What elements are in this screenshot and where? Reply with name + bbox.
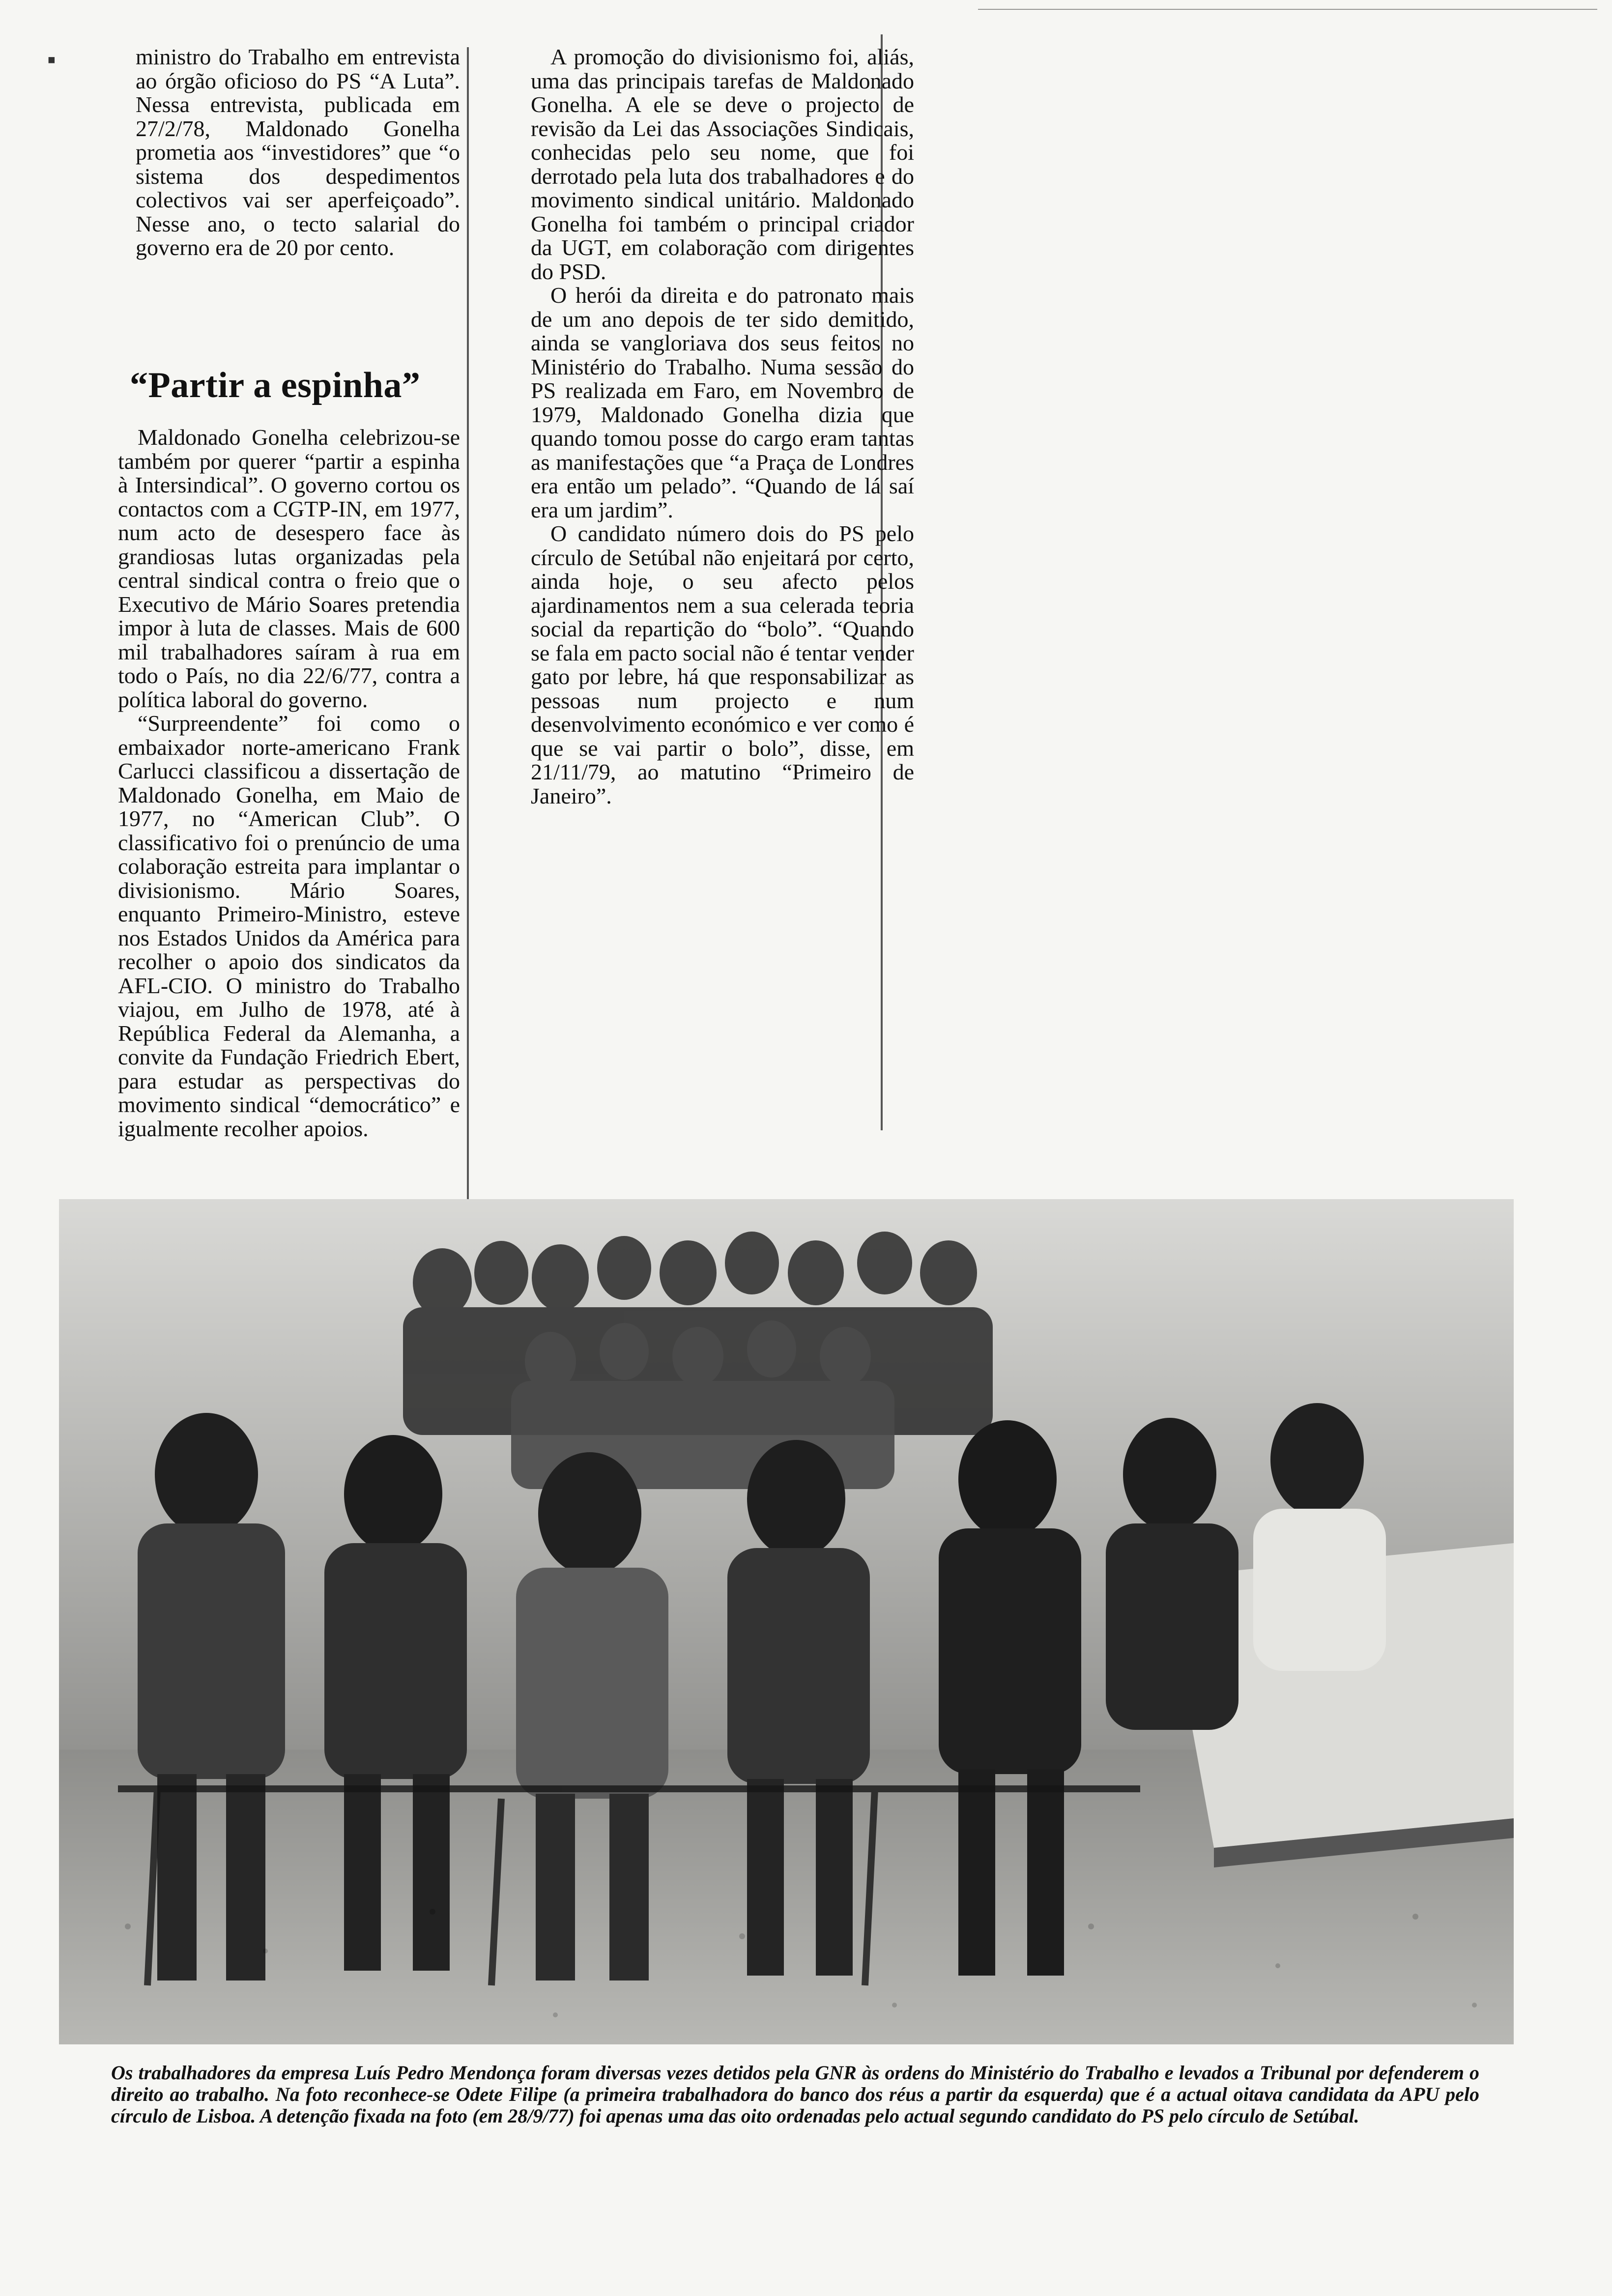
paragraph: O herói da direita e do patronato mais de um ano depois de ter sido demitido, ainda se vangloriava dos seus feitos no Ministério do Trabalho. Numa sessão do PS realizada em Faro, em Novembro de 1979, Maldonado Gonelha dizia que quando tomou posse do cargo eram tantas as manifestações que “a Praça de Londres era então um pelado”. “Quando de lá saí era um jardim”. xyxy=(531,283,914,522)
photo-illustration xyxy=(59,1199,1514,2044)
top-scan-edge xyxy=(978,9,1597,10)
corner-mark: ▪ xyxy=(47,46,56,73)
column-1-bottom xyxy=(118,426,460,1141)
paragraph: O candidato número dois do PS pelo círculo de Setúbal não enjeitará por certo, ainda hoje, o seu afecto pelos ajardinamentos nem a sua celerada teoria social da repartição do “bolo”. “Quando se fala em pacto social não é tentar vender gato por lebre, há que responsabilizar as pessoas num projecto e num desenvolvimento económico e ver como é que se vai partir o bolo”, disse, em 21/11/79, ao matutino “Primeiro de Janeiro”. xyxy=(531,521,914,808)
news-photo xyxy=(59,1199,1514,2044)
column-rule-left xyxy=(467,47,469,1394)
paragraph: “Surpreendente” foi como o embaixador norte-americano Frank Carlucci classificou a dissertação de Maldonado Gonelha, em Maio de 1977, no “American Club”. O classificativo foi o prenúncio de uma colaboração estreita para implantar o divisionismo. Mário Soares, enquanto Primeiro-Ministro, esteve nos Estados Unidos da América para recolher o apoio dos sindicatos da AFL-CIO. O ministro do Trabalho viajou, em Julho de 1978, até à República Federal da Alemanha, a convite da Fundação Friedrich Ebert, para estudar as perspectivas do movimento sindical “democrático” e igualmente recolher apoios. xyxy=(118,711,460,1141)
paragraph: ministro do Trabalho em entrevista ao órgão oficioso do PS “A Luta”. Nessa entrevista, publicada em 27/2/78, Maldonado Gonelha prometia aos “investidores” que “o sistema dos despedimentos colectivos vai ser aperfeiçoado”. Nesse ano, o tecto salarial do governo era de 20 por cento. xyxy=(136,44,460,260)
column-1-top xyxy=(136,45,460,260)
paragraph: Maldonado Gonelha celebrizou-se também por querer “partir a espinha à Intersindical”. O governo cortou os contactos com a CGTP-IN, em 1977, num acto de desespero face às grandiosas lutas organizadas pela central sindical contra o freio que o Executivo de Mário Soares pretendia impor à luta de classes. Mais de 600 mil trabalhadores saíram à rua em todo o País, no dia 22/6/77, contra a política laboral do governo. xyxy=(118,425,460,712)
column-2 xyxy=(531,45,914,808)
paragraph: A promoção do divisionismo foi, aliás, uma das principais tarefas de Maldonado Gonelha. A ele se deve o projecto de revisão da Lei das Associações Sindicais, conhecidas pelo seu nome, que foi derrotado pela luta dos trabalhadores e do movimento sindical unitário. Maldonado Gonelha foi também o principal criador da UGT, em colaboração com dirigentes do PSD. xyxy=(531,44,914,284)
section-heading: “Partir a espinha” xyxy=(130,365,421,405)
photo-caption: Os trabalhadores da empresa Luís Pedro Mendonça foram diversas vezes detidos pela GNR às ordens do Ministério do Trabalho e levados a Tribunal por defenderem o direito ao trabalho. Na foto reconhece-se Odete Filipe (a primeira trabalhadora do banco dos réus a partir da esquerda) que é a actual oitava candidata da APU pelo círculo de Lisboa. A detenção fixada na foto (em 28/9/77) foi apenas uma das oito ordenadas pelo actual segundo candidato do PS pelo círculo de Setúbal. xyxy=(111,2062,1479,2127)
